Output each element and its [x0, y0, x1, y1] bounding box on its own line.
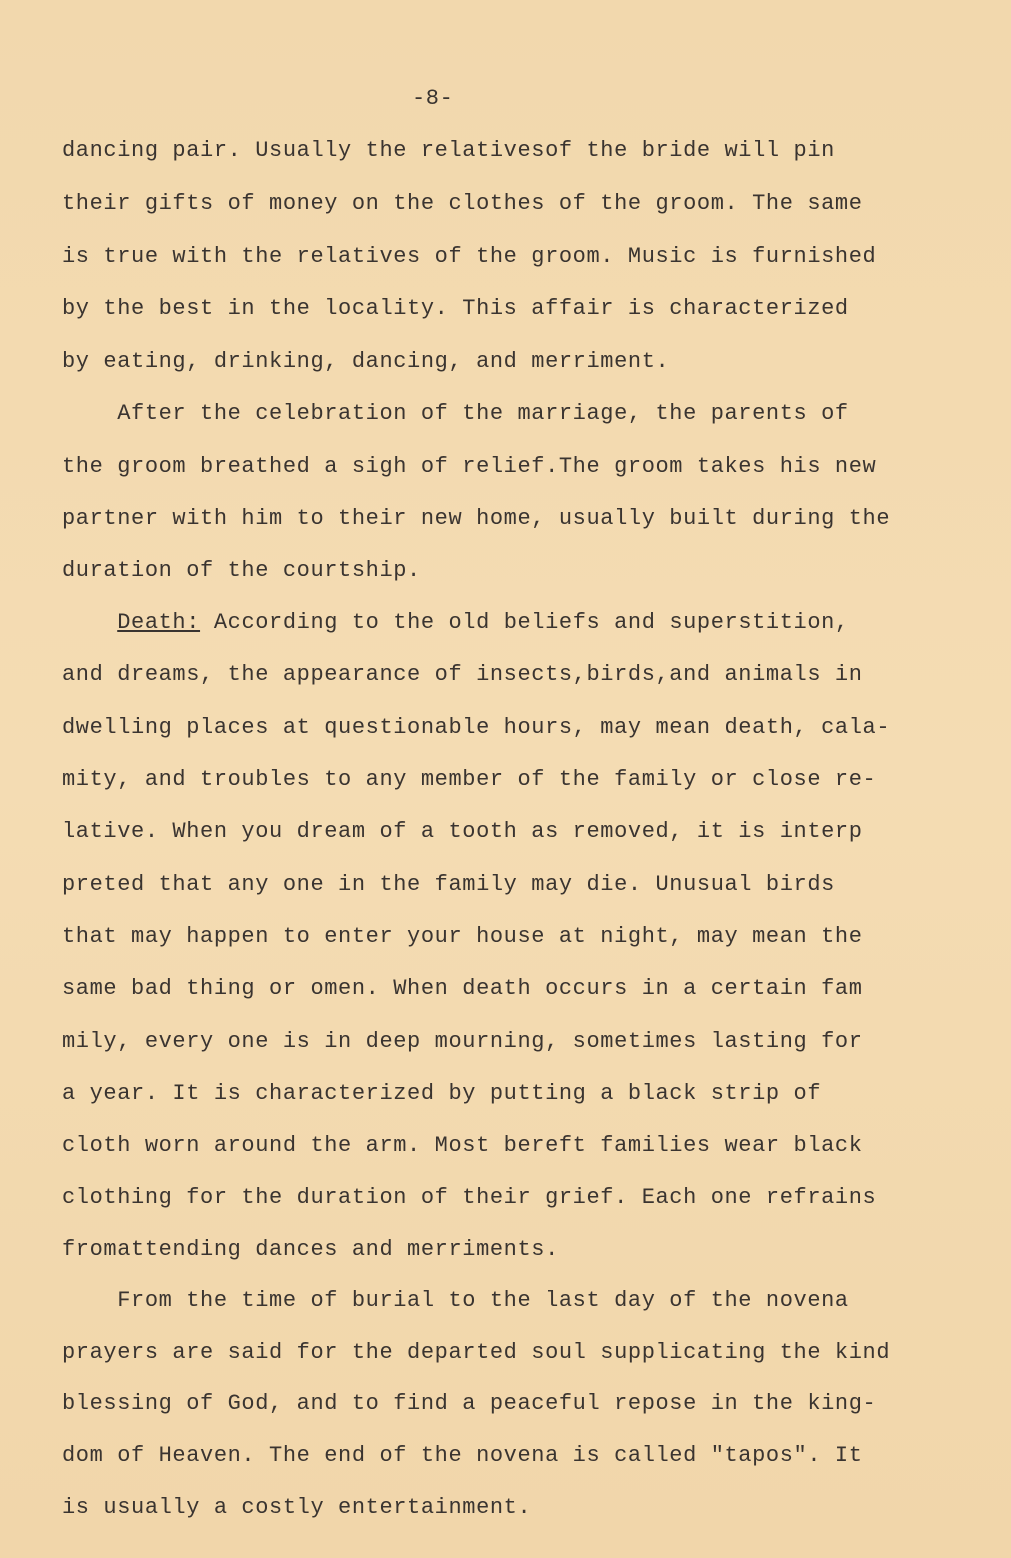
text-line: blessing of God, and to find a peaceful repose in the king-	[62, 1391, 877, 1416]
text-line: a year. It is characterized by putting a black strip of	[62, 1081, 822, 1106]
indent	[62, 610, 117, 635]
text-line: fromattending dances and merriments.	[62, 1237, 559, 1262]
text-line: duration of the courtship.	[62, 558, 421, 583]
text-line: After the celebration of the marriage, the parents of	[62, 401, 849, 426]
text-line: their gifts of money on the clothes of the groom. The same	[62, 191, 863, 216]
text-line: mity, and troubles to any member of the family or close re-	[62, 767, 877, 792]
text-line: by eating, drinking, dancing, and merriment.	[62, 349, 670, 374]
text-line: preted that any one in the family may die. Unusual birds	[62, 872, 835, 897]
page-number: -8-	[412, 86, 454, 111]
text-line: prayers are said for the departed soul supplicating the kind	[62, 1340, 891, 1365]
text-line: cloth worn around the arm. Most bereft families wear black	[62, 1133, 863, 1158]
text-line: dwelling places at questionable hours, may mean death, cala-	[62, 715, 891, 740]
text-line: is true with the relatives of the groom. Music is furnished	[62, 244, 877, 269]
text-line: dancing pair. Usually the relativesof the bride will pin	[62, 138, 835, 163]
text-line: that may happen to enter your house at night, may mean the	[62, 924, 863, 949]
death-paragraph-first-line	[62, 610, 849, 635]
text-line: is usually a costly entertainment.	[62, 1495, 532, 1520]
text-line: lative. When you dream of a tooth as removed, it is interp	[62, 819, 863, 844]
text-line: and dreams, the appearance of insects,birds,and animals in	[62, 662, 863, 687]
text-line: dom of Heaven. The end of the novena is called "tapos". It	[62, 1443, 863, 1468]
text-line: From the time of burial to the last day of the novena	[62, 1288, 849, 1313]
text-line: same bad thing or omen. When death occurs in a certain fam	[62, 976, 863, 1001]
death-heading: Death:	[117, 610, 201, 635]
text-line: the groom breathed a sigh of relief.The groom takes his new	[62, 454, 877, 479]
text-line: partner with him to their new home, usually built during the	[62, 506, 891, 531]
death-line-text: According to the old beliefs and superstition,	[200, 610, 849, 635]
text-line: clothing for the duration of their grief. Each one refrains	[62, 1185, 877, 1210]
text-line: by the best in the locality. This affair is characterized	[62, 296, 849, 321]
text-line: mily, every one is in deep mourning, sometimes lasting for	[62, 1029, 863, 1054]
